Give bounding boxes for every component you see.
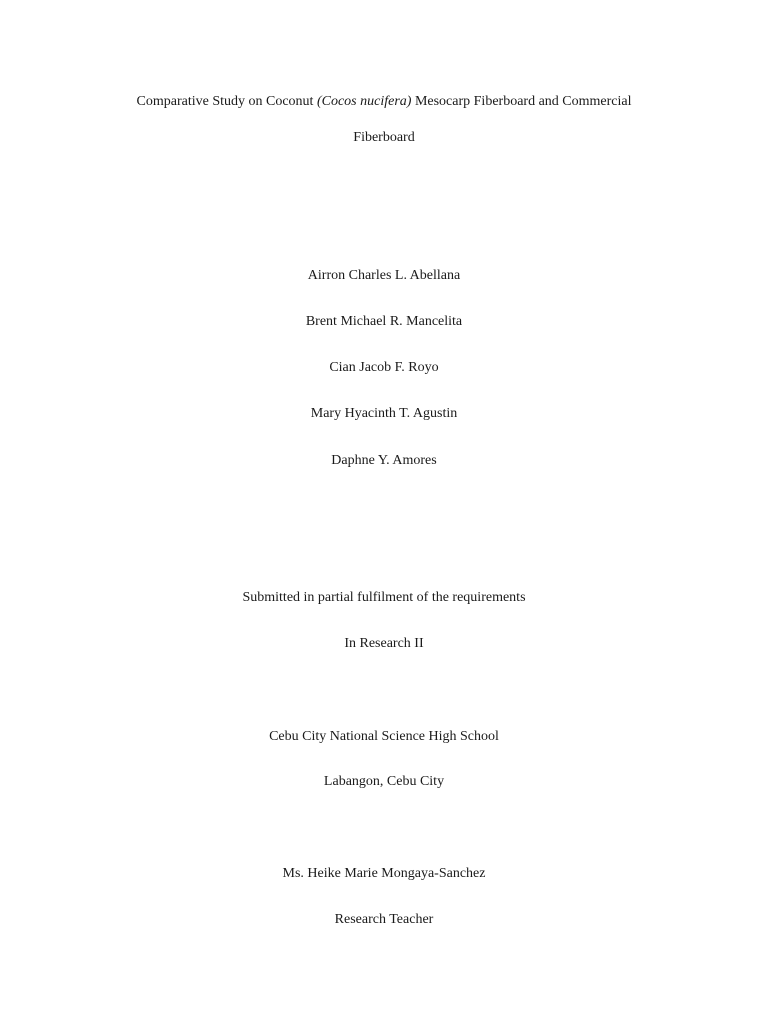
title-species: (Cocos nucifera) [316,94,412,109]
author-name: Cian Jacob F. Royo [329,360,439,375]
author-name: Mary Hyacinth T. Agustin [310,406,458,421]
school-location: Labangon, Cebu City [323,774,445,789]
document-title [0,93,768,111]
author-name: Daphne Y. Amores [331,453,437,468]
author-name: Brent Michael R. Mancelita [305,314,463,329]
course-name: In Research II [344,636,424,651]
title-part2: Mesocarp Fiberboard and Commercial [411,94,632,109]
author-name: Airron Charles L. Abellana [307,268,461,283]
submission-statement: Submitted in partial fulfilment of the requirements [242,590,526,605]
title-part1: Comparative Study on Coconut [136,94,317,109]
document-title-line2: Fiberboard [353,130,415,145]
school-name: Cebu City National Science High School [269,729,499,744]
adviser-role: Research Teacher [334,912,434,927]
adviser-name: Ms. Heike Marie Mongaya-Sanchez [282,866,486,881]
